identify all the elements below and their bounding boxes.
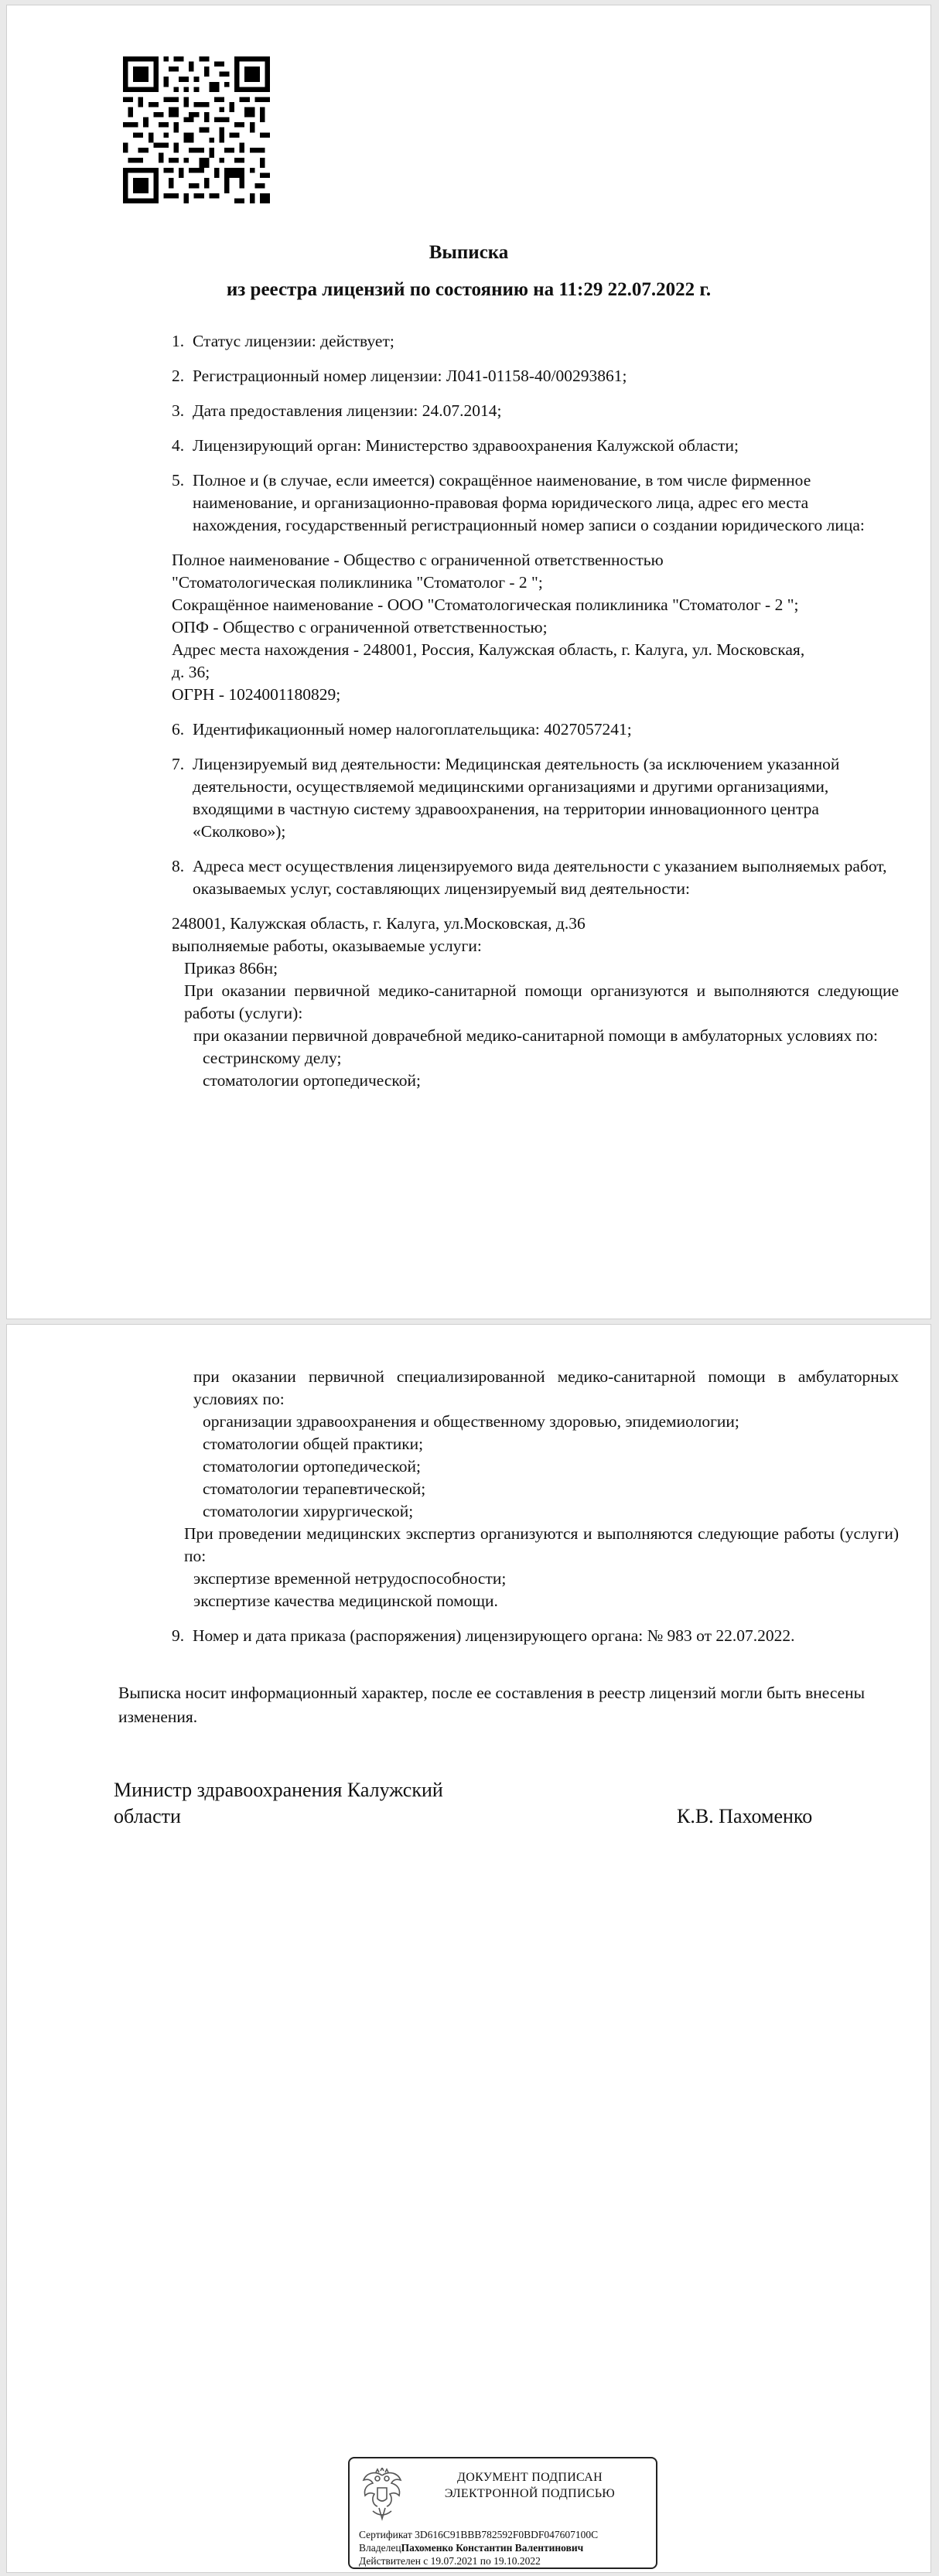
- item-number: 7.: [172, 755, 185, 773]
- works-label: выполняемые работы, оказываемые услуги:: [172, 937, 482, 955]
- specialized-care: при оказании первичной специализированной медико-санитарной помощи в амбулаторных условиях по:: [193, 1367, 899, 1408]
- item-number: 8.: [172, 857, 185, 875]
- signer-position-line1: Министр здравоохранения Калужский: [114, 1779, 443, 1801]
- item-text: Адреса мест осуществления лицензируемого вида деятельности с указанием выполняемых работ, оказываемых услуг, составляющих лицензируемый вид деятельности:: [193, 857, 887, 898]
- e-signature-stamp: [348, 2457, 657, 2569]
- list-item: [172, 855, 899, 900]
- item-number: 6.: [172, 720, 185, 739]
- item-number: 3.: [172, 401, 185, 420]
- item-number: 4.: [172, 436, 185, 455]
- order-ref: Приказ 866н;: [184, 959, 278, 978]
- item-text: Дата предоставления лицензии: 24.07.2014;: [193, 401, 502, 420]
- service-surgical: стоматологии хирургической;: [203, 1502, 414, 1520]
- org-opf: ОПФ - Общество с ограниченной ответственностью;: [172, 618, 548, 636]
- org-full-name-cont: "Стоматологическая поликлиника "Стоматолог - 2 ";: [172, 573, 543, 592]
- stamp-details: [359, 2528, 651, 2567]
- service-therapeutic: стоматологии терапевтической;: [203, 1479, 426, 1498]
- item-text: Лицензирующий орган: Министерство здравоохранения Калужской области;: [193, 436, 739, 455]
- list-item: [172, 435, 899, 457]
- document-title: Выписка: [429, 242, 509, 263]
- signer-name: К.В. Пахоменко: [677, 1805, 813, 1827]
- service-org-health: организации здравоохранения и общественному здоровью, эпидемиологии;: [203, 1412, 739, 1431]
- signer-position-line2: области: [114, 1805, 181, 1827]
- service-orthopedic: стоматологии ортопедической;: [203, 1071, 422, 1090]
- service-orthopedic: стоматологии ортопедической;: [203, 1457, 422, 1476]
- item-text: Статус лицензии: действует;: [193, 332, 394, 350]
- org-address: Адрес места нахождения - 248001, Россия, Калужская область, г. Калуга, ул. Московская,: [172, 640, 805, 659]
- item-text: Регистрационный номер лицензии: Л041-01158-40/00293861;: [193, 367, 627, 385]
- page-1: [6, 5, 931, 1319]
- service-general-dentistry: стоматологии общей практики;: [203, 1435, 424, 1453]
- org-address-cont: д. 36;: [172, 663, 210, 681]
- primary-care-intro: При оказании первичной медико-санитарной помощи организуются и выполняются следующие работы (услуги):: [184, 981, 899, 1022]
- item-number: 5.: [172, 471, 185, 490]
- disclaimer-note: Выписка носит информационный характер, после ее составления в реестр лицензий могли быть внесены изменения.: [118, 1684, 866, 1726]
- signer-position: [114, 1777, 516, 1830]
- owner-label: Владелец: [359, 2542, 401, 2554]
- expertise-intro: При проведении медицинских экспертиз организуются и выполняются следующие работы (услуги) по:: [184, 1524, 899, 1565]
- service-quality-expertise: экспертизе качества медицинской помощи.: [193, 1592, 498, 1610]
- item-text: Номер и дата приказа (распоряжения) лицензирующего органа: № 983 от 22.07.2022.: [193, 1626, 795, 1645]
- list-item: [172, 400, 899, 422]
- page-2: [6, 1324, 931, 2573]
- item-text: Идентификационный номер налогоплательщика: 4027057241;: [193, 720, 632, 739]
- stamp-heading: [411, 2469, 648, 2502]
- validity-row: Действителен с 19.07.2021 по 19.10.2022: [359, 2555, 541, 2567]
- list-item: [172, 469, 899, 537]
- list-item: [172, 330, 899, 353]
- service-temp-disability: экспертизе временной нетрудоспособности;: [193, 1569, 507, 1588]
- certificate-value: 3D616C91BBB782592F0BDF047607100C: [415, 2529, 599, 2540]
- owner-value: Пахоменко Константин Валентинович: [401, 2542, 584, 2554]
- stamp-heading-line1: ДОКУМЕНТ ПОДПИСАН: [457, 2471, 603, 2484]
- item-number: 9.: [172, 1626, 185, 1645]
- org-ogrn: ОГРН - 1024001180829;: [172, 685, 341, 704]
- list-item: [172, 718, 899, 741]
- list-item: [172, 753, 899, 843]
- owner-row: [359, 2541, 651, 2554]
- certificate-row: [359, 2528, 651, 2541]
- license-details: [172, 330, 899, 1092]
- item-text: Полное и (в случае, если имеется) сокращённое наименование, в том числе фирменное наименование, и организационно-правовая форма юридического лица, адрес его места нахождения, государственный регистрационный номер записи о создании юридического лица:: [193, 471, 865, 534]
- list-item: [172, 365, 899, 387]
- item-number: 2.: [172, 367, 185, 385]
- org-full-name: Полное наименование - Общество с ограниченной ответственностью: [172, 551, 664, 569]
- activity-address-block: [172, 913, 899, 1092]
- activity-address: 248001, Калужская область, г. Калуга, ул.Московская, д.36: [172, 914, 586, 933]
- item-text: Лицензируемый вид деятельности: Медицинская деятельность (за исключением указанной деятельности, осуществляемой медицинскими организациями и другими организациями, входящими в частную систему здравоохранения, на территории инновационного центра «Сколково»);: [193, 755, 840, 841]
- stamp-heading-line2: ЭЛЕКТРОННОЙ ПОДПИСЬЮ: [444, 2487, 616, 2500]
- list-item: [172, 1625, 899, 1647]
- certificate-label: Сертификат: [359, 2529, 412, 2540]
- org-short-name: Сокращённое наименование - ООО "Стоматологическая поликлиника "Стоматолог - 2 ";: [172, 595, 799, 614]
- license-details-cont: [172, 1366, 899, 1660]
- pre-doctor-care: при оказании первичной доврачебной медико-санитарной помощи в амбулаторных условиях по:: [193, 1026, 878, 1045]
- qr-code-icon: [123, 56, 270, 203]
- coat-of-arms-icon: [359, 2468, 405, 2525]
- document-subtitle: из реестра лицензий по состоянию на 11:29 22.07.2022 г.: [226, 279, 712, 300]
- service-nursing: сестринскому делу;: [203, 1049, 342, 1067]
- organization-info: [172, 549, 899, 706]
- item-number: 1.: [172, 332, 185, 350]
